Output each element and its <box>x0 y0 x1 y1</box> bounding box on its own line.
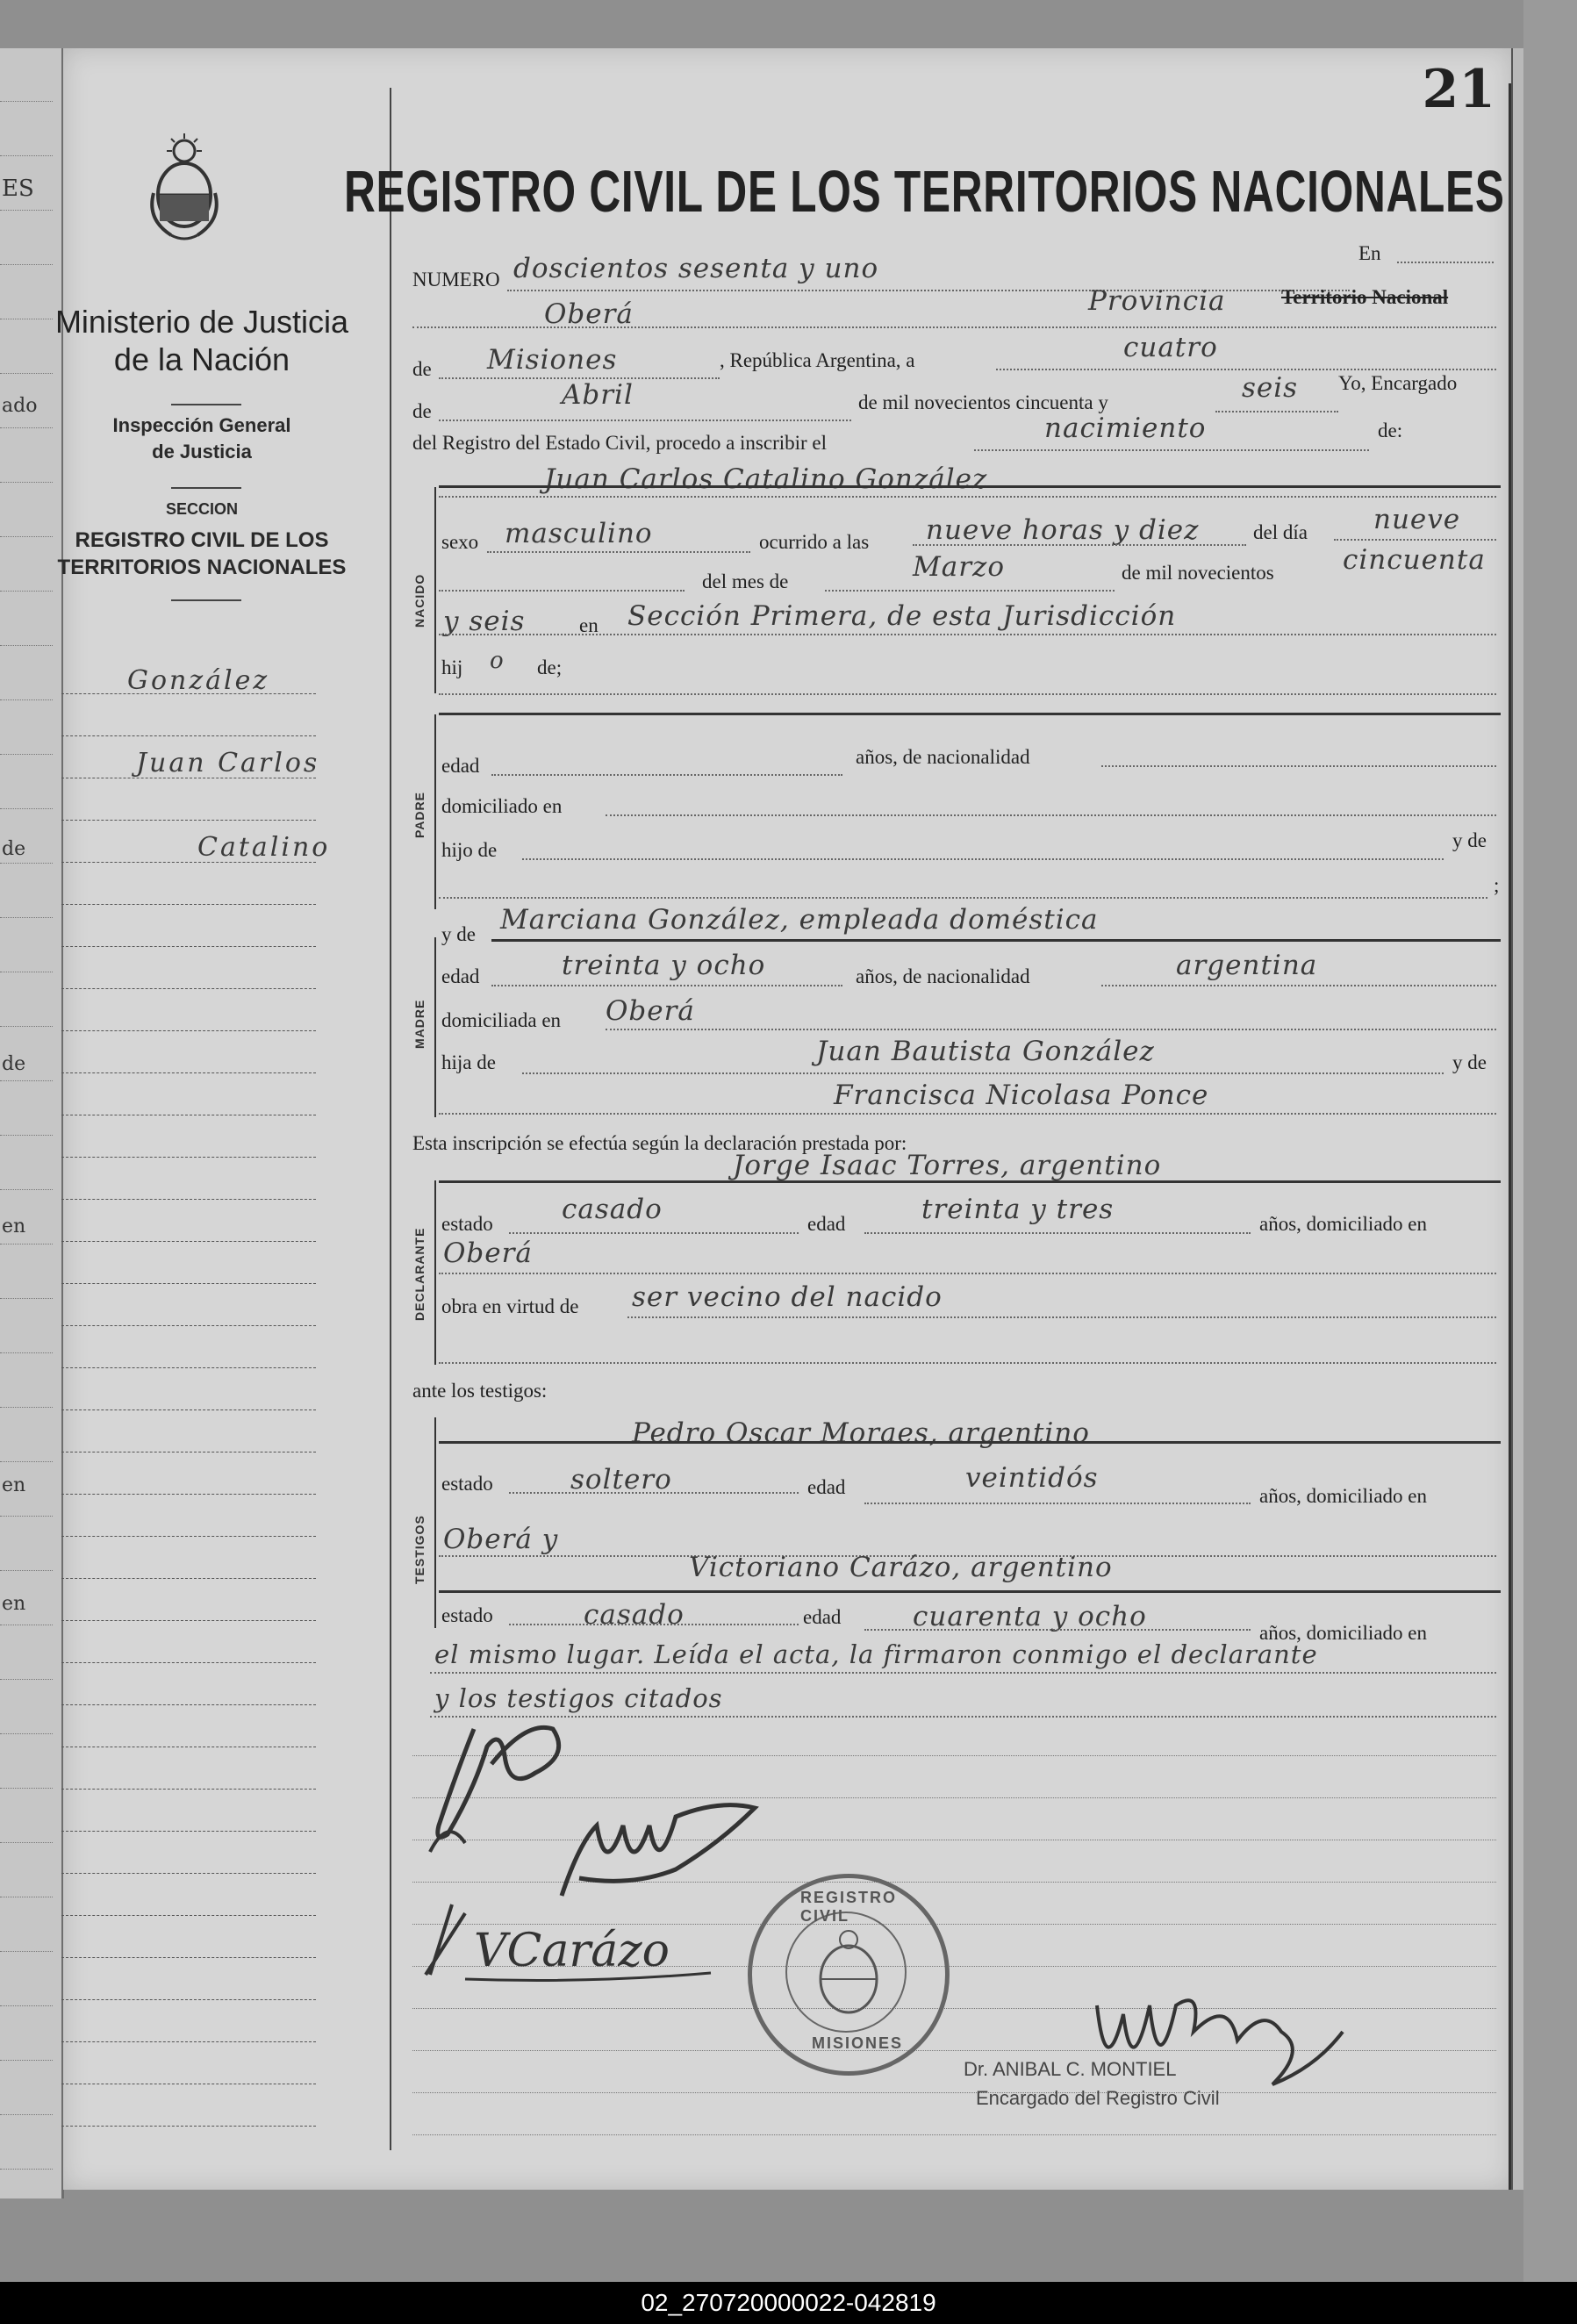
section-rule <box>491 939 1501 942</box>
margin-third-name: Catalino <box>197 832 331 863</box>
adjacent-page-rule <box>0 1189 53 1190</box>
dotted-line <box>430 1672 1496 1674</box>
dotted-line <box>439 590 685 592</box>
declarante-domicilio: Oberá <box>443 1237 533 1269</box>
de-label: de <box>412 358 432 380</box>
ministry-line-1: Ministerio de Justicia <box>54 304 349 340</box>
numero-value: doscientos sesenta y uno <box>513 253 879 284</box>
adjacent-page-rule <box>0 1026 53 1027</box>
section-rule <box>439 1590 1501 1593</box>
hijo-label: hij <box>441 656 463 678</box>
provincia-value: Provincia <box>1088 285 1226 317</box>
dotted-line <box>1334 539 1496 541</box>
adjacent-page-text: en <box>2 1593 26 1615</box>
de-label: de <box>412 400 432 422</box>
dotted-line <box>430 1716 1496 1718</box>
declarante-edad-label: edad <box>807 1213 846 1235</box>
madre-tag: MADRE <box>412 999 427 1049</box>
province-value: Misiones <box>487 344 618 376</box>
testigo1-estado: soltero <box>570 1464 672 1496</box>
scan-background <box>1523 0 1577 2282</box>
testigo2-anios-label: años, domiciliado en <box>1259 1622 1427 1644</box>
margin-ruled-line <box>61 1072 316 1073</box>
year-value: seis <box>1242 372 1299 404</box>
dotted-line <box>509 1492 799 1494</box>
document-title: REGISTRO CIVIL DE LOS TERRITORIOS NACIONALES <box>344 159 1505 225</box>
en-label: en <box>579 614 599 636</box>
margin-ruled-line <box>61 693 316 694</box>
testigo2-edad: cuarenta y ocho <box>913 1601 1147 1632</box>
adjacent-page-rule <box>0 1570 53 1571</box>
signature-encargado <box>1088 1979 1351 2102</box>
hijo-de-label: de; <box>537 656 563 678</box>
margin-given-names: Juan Carlos <box>136 748 320 778</box>
margin-surname: González <box>127 665 270 696</box>
mes-value: Marzo <box>913 551 1006 583</box>
margin-ruled-line <box>61 1578 316 1579</box>
adjacent-page-rule <box>0 1951 53 1952</box>
declarante-estado-label: estado <box>441 1213 493 1235</box>
inspeccion-line-2: de Justicia <box>152 440 252 463</box>
testigo1-domicilio: Oberá y <box>443 1524 559 1555</box>
adjacent-page-rule <box>0 373 53 374</box>
dotted-line <box>627 1316 1496 1318</box>
margin-ruled-line <box>61 1494 316 1495</box>
testigo2-estado-label: estado <box>441 1604 493 1626</box>
section-bracket <box>434 1180 436 1365</box>
adjacent-page-rule <box>0 1407 53 1408</box>
margin-ruled-line <box>61 1325 316 1326</box>
page-right-border <box>1509 83 1511 2190</box>
madre-hija-de-label: hija de <box>441 1051 496 1073</box>
adjacent-page-rule <box>0 1733 53 1734</box>
republica-label: , República Argentina, a <box>720 349 915 371</box>
adjacent-page-rule <box>0 1461 53 1462</box>
dotted-line <box>606 1029 1496 1030</box>
margin-ruled-line <box>61 1536 316 1537</box>
padre-tag: PADRE <box>412 792 427 838</box>
adjacent-page-rule <box>0 2169 53 2170</box>
signature-testigo-1 <box>544 1790 772 1913</box>
dotted-line <box>1215 411 1338 412</box>
dotted-line <box>864 1629 1251 1631</box>
dotted-line <box>439 420 851 421</box>
divider-rule <box>171 404 241 405</box>
locality-value: Oberá <box>544 298 634 330</box>
madre-nombre: Marciana González, empleada doméstica <box>500 904 1099 936</box>
act-type-value: nacimiento <box>1044 412 1207 444</box>
registro-section-name <box>53 527 351 581</box>
scan-identifier: 02_270720000022-042819 <box>641 2289 936 2316</box>
testigo2-edad-label: edad <box>803 1606 842 1628</box>
seal-top-text: REGISTRO CIVIL <box>800 1889 898 1925</box>
en-label: En <box>1358 242 1381 264</box>
dotted-line <box>1101 985 1496 986</box>
dotted-line <box>509 1624 799 1625</box>
madre-yde-label: y de <box>441 923 476 945</box>
adjacent-page-text: ado <box>2 395 38 417</box>
adjacent-page-rule <box>0 1135 53 1136</box>
section-rule <box>439 485 1501 488</box>
adjacent-page-rule <box>0 155 53 156</box>
testigo2-estado: casado <box>584 1599 685 1631</box>
section-bracket <box>434 1417 436 1628</box>
dotted-line <box>522 1072 1444 1074</box>
dotted-line <box>439 693 1496 695</box>
padre-domicilio-label: domiciliado en <box>441 795 563 817</box>
signature-testigo-2-text: VCarázo <box>474 1925 670 1977</box>
mes-label: del mes de <box>702 570 789 592</box>
signature-testigo-2 <box>412 1896 728 1992</box>
dotted-line <box>412 326 1496 328</box>
adjacent-page-rule <box>0 863 53 864</box>
madre-anios-label: años, de nacionalidad <box>856 965 1030 987</box>
registered-name: Juan Carlos Catalino González <box>544 463 988 495</box>
dia-value: nueve <box>1373 504 1461 535</box>
adjacent-page-rule <box>0 2005 53 2006</box>
declarante-edad: treinta y tres <box>921 1194 1115 1225</box>
madre-domicilio: Oberá <box>606 995 695 1027</box>
coat-of-arms-icon <box>145 132 224 244</box>
dotted-line <box>864 1232 1251 1234</box>
section-rule <box>439 713 1501 715</box>
dotted-line <box>913 544 1246 546</box>
seccion-label: SECCION <box>165 500 238 518</box>
adjacent-page-rule <box>0 808 53 809</box>
registro-line-2: TERRITORIOS NACIONALES <box>57 556 347 580</box>
margin-ruled-line <box>61 1283 316 1284</box>
seal-bottom-text: MISIONES <box>812 2034 904 2052</box>
section-bracket <box>434 714 436 909</box>
adjacent-page-rule <box>0 210 53 211</box>
adjacent-page-rule <box>0 754 53 755</box>
divider-rule <box>171 599 241 601</box>
dotted-line <box>1101 765 1496 767</box>
official-name: Dr. ANIBAL C. MONTIEL <box>964 2058 1177 2080</box>
margin-ruled-line <box>61 1030 316 1031</box>
adjacent-page-text: ES <box>2 176 34 202</box>
inscribir-label: del Registro del Estado Civil, procedo a inscribir el <box>412 432 828 454</box>
official-seal <box>748 1874 950 2076</box>
adjacent-page-rule <box>0 427 53 428</box>
sexo-value: masculino <box>505 518 653 549</box>
adjacent-page-rule <box>0 264 53 265</box>
ministry-line-2: de la Nación <box>113 341 290 378</box>
margin-ruled-line <box>61 1367 316 1368</box>
margin-ruled-line <box>61 862 316 863</box>
margin-ruled-line <box>61 988 316 989</box>
declaracion-label: Esta inscripción se efectúa según la declaración prestada por: <box>412 1132 907 1154</box>
dotted-line <box>491 774 842 776</box>
madre-domicilio-label: domiciliada en <box>441 1009 562 1031</box>
declarante-tag: DECLARANTE <box>412 1227 427 1321</box>
adjacent-page-rule <box>0 1080 53 1081</box>
cierre-linea-2: y los testigos citados <box>434 1683 723 1713</box>
day-value: cuatro <box>1123 332 1218 363</box>
margin-ruled-line <box>61 1915 316 1916</box>
padre-semicolon: ; <box>1494 874 1500 896</box>
adjacent-page-text: en <box>2 1216 26 1237</box>
dotted-line <box>974 449 1369 451</box>
margin-ruled-line <box>61 1957 316 1958</box>
official-title: Encargado del Registro Civil <box>976 2087 1220 2109</box>
padre-edad-label: edad <box>441 755 480 777</box>
dotted-line <box>864 1503 1251 1504</box>
declarante-obra-label: obra en virtud de <box>441 1295 579 1317</box>
del-dia-label: del día <box>1253 521 1308 543</box>
dotted-line <box>439 1362 1496 1364</box>
section-rule <box>439 1441 1501 1444</box>
margin-ruled-line <box>61 1199 316 1200</box>
nacido-tag: NACIDO <box>412 573 427 628</box>
dotted-line <box>491 985 842 986</box>
margin-ruled-line <box>61 1409 316 1410</box>
testigo1-nombre: Pedro Oscar Moraes, argentino <box>632 1417 1090 1449</box>
inspeccion-line-1: Inspección General <box>112 414 291 436</box>
numero-label: NUMERO <box>412 269 500 290</box>
ocurrido-label: ocurrido a las <box>759 531 870 553</box>
testigo1-estado-label: estado <box>441 1473 493 1495</box>
testigo1-edad: veintidós <box>965 1462 1099 1494</box>
padre-anios-label: años, de nacionalidad <box>856 746 1030 768</box>
margin-ruled-line <box>61 1789 316 1790</box>
month-value: Abril <box>562 379 634 411</box>
testigos-label: ante los testigos: <box>412 1380 548 1402</box>
anio-label: de mil novecientos <box>1122 562 1274 584</box>
margin-ruled-line <box>61 1873 316 1874</box>
signature-ruled-line <box>412 2134 1496 2135</box>
testigo1-edad-label: edad <box>807 1476 846 1498</box>
anio-value-cont: y seis <box>443 606 526 637</box>
adjacent-page-rule <box>0 2114 53 2115</box>
declarante-nombre: Jorge Isaac Torres, argentino <box>733 1150 1162 1181</box>
dotted-line <box>487 551 750 553</box>
margin-ruled-line <box>61 1620 316 1621</box>
adjacent-page-rule <box>0 1788 53 1789</box>
adjacent-page-text: de <box>2 838 26 860</box>
madre-nacionalidad: argentina <box>1176 950 1318 981</box>
adjacent-page-rule <box>0 917 53 918</box>
section-rule <box>439 1180 1501 1183</box>
adjacent-page-rule <box>0 101 53 102</box>
sexo-label: sexo <box>441 531 479 553</box>
declarante-estado: casado <box>562 1194 663 1225</box>
territorio-struck: Territorio Nacional <box>1281 286 1449 308</box>
adjacent-page-rule <box>0 1842 53 1843</box>
registro-line-1: REGISTRO CIVIL DE LOS <box>75 528 329 552</box>
margin-ruled-line <box>61 1999 316 2000</box>
adjacent-page-text: de <box>2 1053 26 1075</box>
hijo-value: o <box>490 648 505 674</box>
madre-yde2-label: y de <box>1452 1051 1487 1073</box>
anio-value: cincuenta <box>1343 544 1486 576</box>
adjacent-page-text: en <box>2 1474 26 1496</box>
adjacent-page-rule <box>0 1352 53 1353</box>
divider-rule <box>171 487 241 489</box>
padre-yde-label: y de <box>1452 829 1487 851</box>
madre-edad-label: edad <box>441 965 480 987</box>
page-number: 21 <box>1422 59 1495 120</box>
margin-ruled-line <box>61 904 316 905</box>
inspeccion-general <box>53 412 351 464</box>
dotted-line <box>996 369 1496 370</box>
margin-ruled-line <box>61 2041 316 2042</box>
adjacent-page-rule <box>0 1298 53 1299</box>
dotted-line <box>522 858 1444 860</box>
lugar-nacimiento: Sección Primera, de esta Jurisdicción <box>627 600 1177 632</box>
dotted-line <box>439 1273 1496 1274</box>
margin-divider <box>390 88 391 2150</box>
dotted-line <box>439 634 1496 635</box>
declarante-obra: ser vecino del nacido <box>632 1281 943 1313</box>
madre-edad: treinta y ocho <box>562 950 766 981</box>
dotted-line <box>825 590 1115 592</box>
dotted-line <box>1397 262 1494 263</box>
dotted-line <box>439 1113 1496 1115</box>
adjacent-page-rule <box>0 2060 53 2061</box>
padre-hijo-de-label: hijo de <box>441 839 498 861</box>
testigo1-anios-label: años, domiciliado en <box>1259 1485 1427 1507</box>
dotted-line <box>439 496 1496 498</box>
year-label: de mil novecientos cincuenta y <box>858 391 1108 413</box>
yo-encargado-label: Yo, Encargado <box>1338 372 1458 394</box>
margin-ruled-line <box>61 946 316 947</box>
margin-ruled-line <box>61 1662 316 1663</box>
hora-value: nueve horas y diez <box>926 514 1200 546</box>
adjacent-page-rule <box>0 536 53 537</box>
margin-ruled-line <box>61 1831 316 1832</box>
dotted-line <box>606 814 1496 816</box>
madre-madre-nombre: Francisca Nicolasa Ponce <box>834 1080 1209 1111</box>
dotted-line <box>439 897 1487 899</box>
seal-emblem-icon <box>805 1926 892 2023</box>
madre-padre-nombre: Juan Bautista González <box>816 1036 1155 1067</box>
margin-ruled-line <box>61 735 316 736</box>
cierre-linea-1: el mismo lugar. Leída el acta, la firmaron conmigo el declarante <box>434 1639 1318 1669</box>
margin-ruled-line <box>61 1157 316 1158</box>
margin-ruled-line <box>61 1704 316 1705</box>
adjacent-page-rule <box>0 699 53 700</box>
adjacent-page-rule <box>0 645 53 646</box>
section-bracket <box>434 487 436 693</box>
dotted-line <box>509 1232 799 1234</box>
adjacent-page-rule <box>0 482 53 483</box>
adjacent-page-rule <box>0 591 53 592</box>
section-bracket <box>434 937 436 1117</box>
margin-ruled-line <box>61 1241 316 1242</box>
adjacent-page-rule <box>0 1679 53 1680</box>
margin-ruled-line <box>61 2126 316 2127</box>
declarante-anios-label: años, domiciliado en <box>1259 1213 1427 1235</box>
ministry-name <box>53 303 351 378</box>
testigo2-nombre: Victoriano Carázo, argentino <box>689 1552 1113 1583</box>
margin-ruled-line <box>61 820 316 821</box>
de-colon-label: de: <box>1378 420 1403 441</box>
adjacent-page-rule <box>0 1516 53 1517</box>
testigos-tag: TESTIGOS <box>412 1515 427 1584</box>
